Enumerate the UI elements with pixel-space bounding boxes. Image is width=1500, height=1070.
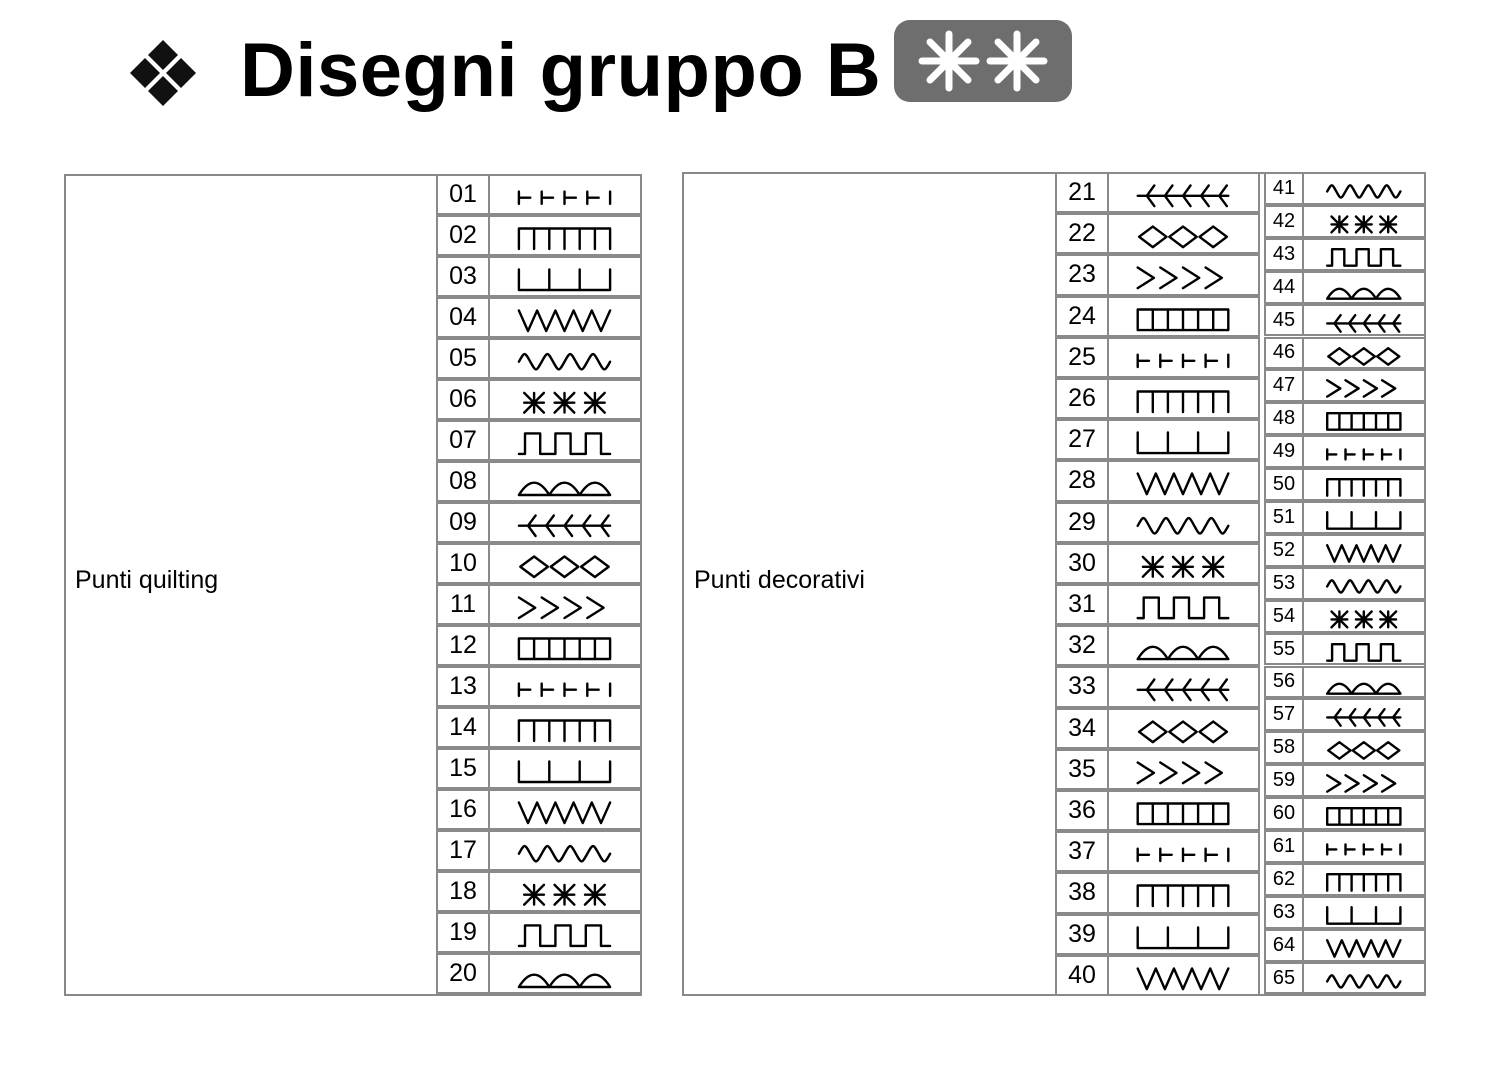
stitch-row-06 <box>436 379 642 420</box>
stitch-pattern-icon <box>1302 468 1426 501</box>
stitch-pattern-icon <box>1302 666 1426 699</box>
stitch-pattern-icon <box>488 584 642 625</box>
stitch-pattern-svg <box>1109 627 1260 668</box>
stitch-pattern-svg <box>1304 371 1426 404</box>
diamond-cluster-icon <box>128 38 198 108</box>
stitch-pattern-svg <box>1304 931 1426 964</box>
stitch-row-17 <box>436 830 642 871</box>
stitch-row-02 <box>436 215 642 256</box>
stitch-row-52 <box>1264 534 1426 567</box>
stitch-pattern-svg <box>1109 174 1260 215</box>
stitch-pattern-svg <box>1304 470 1426 503</box>
stitch-pattern-svg <box>1109 545 1260 586</box>
stitch-row-11 <box>436 584 642 625</box>
stitch-row-57 <box>1264 698 1426 731</box>
stitch-pattern-svg <box>1109 298 1260 339</box>
stitch-pattern-svg <box>1304 898 1426 931</box>
stitch-pattern-icon <box>488 748 642 789</box>
stitch-number: 19 <box>436 912 490 953</box>
stitch-number: 61 <box>1264 830 1304 863</box>
stitch-number: 13 <box>436 666 490 707</box>
stitch-pattern-svg <box>1304 437 1426 470</box>
stitch-number: 47 <box>1264 369 1304 402</box>
stitch-pattern-svg <box>1109 339 1260 380</box>
stitch-row-49 <box>1264 435 1426 468</box>
stitch-number: 05 <box>436 338 490 379</box>
stitch-pattern-svg <box>1304 733 1426 766</box>
stitch-number: 59 <box>1264 764 1304 797</box>
stitch-number: 51 <box>1264 501 1304 534</box>
stitch-pattern-svg <box>490 258 642 299</box>
stitch-pattern-icon <box>488 297 642 338</box>
stitch-pattern-svg <box>1304 799 1426 832</box>
stitch-pattern-svg <box>1304 668 1426 701</box>
stitch-pattern-icon <box>1302 271 1426 304</box>
stitch-pattern-svg <box>1109 586 1260 627</box>
stitch-row-50 <box>1264 468 1426 501</box>
stitch-pattern-icon <box>1302 369 1426 402</box>
stitch-pattern-icon <box>1107 296 1260 337</box>
stitch-pattern-svg <box>490 299 642 340</box>
stitch-pattern-svg <box>490 832 642 873</box>
stitch-row-59 <box>1264 764 1426 797</box>
stitch-pattern-svg <box>1304 865 1426 898</box>
stitch-pattern-svg <box>1304 306 1426 339</box>
stitch-number: 20 <box>436 953 490 994</box>
stitch-row-20 <box>436 953 642 994</box>
stitch-pattern-icon <box>1107 213 1260 254</box>
stitch-pattern-icon <box>488 461 642 502</box>
two-asterisks-icon <box>916 28 1050 94</box>
stitch-pattern-icon <box>488 502 642 543</box>
stitch-row-34 <box>1055 708 1260 749</box>
stitch-row-25 <box>1055 337 1260 378</box>
stitch-row-31 <box>1055 584 1260 625</box>
stitch-number: 50 <box>1264 468 1304 501</box>
stitch-pattern-svg <box>1109 462 1260 503</box>
stitch-pattern-icon <box>1107 749 1260 790</box>
stitch-number: 07 <box>436 420 490 461</box>
stitch-pattern-svg <box>1304 832 1426 865</box>
stitch-row-60 <box>1264 797 1426 830</box>
stitch-pattern-icon <box>1302 402 1426 435</box>
stitch-row-29 <box>1055 502 1260 543</box>
stitch-number: 55 <box>1264 633 1304 666</box>
stitch-pattern-icon <box>1302 567 1426 600</box>
stitch-row-12 <box>436 625 642 666</box>
stitch-number: 09 <box>436 502 490 543</box>
stitch-row-35 <box>1055 749 1260 790</box>
stitch-number: 31 <box>1055 584 1109 625</box>
stitch-pattern-icon <box>1302 698 1426 731</box>
stitch-pattern-svg <box>490 340 642 381</box>
stitch-number: 25 <box>1055 337 1109 378</box>
stitch-pattern-icon <box>488 666 642 707</box>
stitch-pattern-svg <box>490 586 642 627</box>
stitch-pattern-icon <box>1302 600 1426 633</box>
stitch-number: 06 <box>436 379 490 420</box>
stitch-pattern-icon <box>1107 872 1260 913</box>
stitch-number: 02 <box>436 215 490 256</box>
stitch-pattern-icon <box>1302 304 1426 337</box>
stitch-pattern-svg <box>1109 215 1260 256</box>
stitch-row-54 <box>1264 600 1426 633</box>
stitch-number: 14 <box>436 707 490 748</box>
stitch-row-47 <box>1264 369 1426 402</box>
stitch-pattern-svg <box>490 873 642 914</box>
stitch-number: 64 <box>1264 929 1304 962</box>
stitch-number: 12 <box>436 625 490 666</box>
stitch-row-04 <box>436 297 642 338</box>
stitch-pattern-icon <box>488 174 642 215</box>
stitch-row-18 <box>436 871 642 912</box>
stitch-number: 40 <box>1055 955 1109 996</box>
stitch-row-58 <box>1264 731 1426 764</box>
stitch-pattern-svg <box>1304 503 1426 536</box>
stitch-pattern-svg <box>1109 668 1260 709</box>
stitch-pattern-icon <box>488 912 642 953</box>
stitch-number: 03 <box>436 256 490 297</box>
stitch-pattern-icon <box>488 830 642 871</box>
stitch-row-36 <box>1055 790 1260 831</box>
stitch-pattern-svg <box>1304 339 1426 372</box>
stitch-pattern-icon <box>1302 205 1426 238</box>
stitch-pattern-icon <box>488 543 642 584</box>
stitch-pattern-svg <box>1304 174 1426 207</box>
stitch-pattern-svg <box>1304 602 1426 635</box>
stitch-row-09 <box>436 502 642 543</box>
stitch-number: 28 <box>1055 460 1109 501</box>
stitch-number: 26 <box>1055 378 1109 419</box>
stitch-row-65 <box>1264 962 1426 995</box>
stitch-pattern-icon <box>1107 831 1260 872</box>
stitch-number: 04 <box>436 297 490 338</box>
stitch-pattern-svg <box>490 791 642 832</box>
stitch-number: 62 <box>1264 863 1304 896</box>
stitch-row-46 <box>1264 337 1426 370</box>
stitch-row-19 <box>436 912 642 953</box>
stitch-pattern-svg <box>1304 569 1426 602</box>
stitch-pattern-icon <box>1107 666 1260 707</box>
page-title: Disegni gruppo B <box>240 28 882 113</box>
stitch-pattern-svg <box>1109 957 1260 998</box>
stitch-pattern-svg <box>490 217 642 258</box>
stitch-pattern-svg <box>1304 766 1426 799</box>
stitch-pattern-icon <box>1107 584 1260 625</box>
stitch-row-53 <box>1264 567 1426 600</box>
stitch-row-15 <box>436 748 642 789</box>
stitch-number: 56 <box>1264 666 1304 699</box>
stitch-row-01 <box>436 174 642 215</box>
stitch-pattern-svg <box>490 914 642 955</box>
stitch-number: 54 <box>1264 600 1304 633</box>
stitch-row-10 <box>436 543 642 584</box>
stitch-row-48 <box>1264 402 1426 435</box>
stitch-pattern-svg <box>490 504 642 545</box>
stitch-pattern-svg <box>1109 833 1260 874</box>
stitch-pattern-svg <box>490 176 642 217</box>
stitch-pattern-svg <box>1304 207 1426 240</box>
stitch-row-38 <box>1055 872 1260 913</box>
stitch-row-45 <box>1264 304 1426 337</box>
stitch-number: 33 <box>1055 666 1109 707</box>
stitch-pattern-svg <box>490 627 642 668</box>
stitch-number: 27 <box>1055 419 1109 460</box>
stitch-number: 48 <box>1264 402 1304 435</box>
stitch-number: 44 <box>1264 271 1304 304</box>
stitch-pattern-svg <box>1109 504 1260 545</box>
stitch-row-40 <box>1055 955 1260 996</box>
stitch-row-42 <box>1264 205 1426 238</box>
stitch-pattern-icon <box>488 215 642 256</box>
stitch-row-24 <box>1055 296 1260 337</box>
stitch-row-41 <box>1264 172 1426 205</box>
stitch-pattern-svg <box>490 955 642 996</box>
stitch-pattern-svg <box>1109 421 1260 462</box>
stitch-pattern-svg <box>490 422 642 463</box>
stitch-number: 60 <box>1264 797 1304 830</box>
stitch-number: 16 <box>436 789 490 830</box>
stitch-row-05 <box>436 338 642 379</box>
stitch-pattern-svg <box>490 381 642 422</box>
stitch-pattern-icon <box>1302 797 1426 830</box>
stitch-pattern-svg <box>1109 751 1260 792</box>
stitch-pattern-icon <box>1302 534 1426 567</box>
stitch-row-37 <box>1055 831 1260 872</box>
stitch-pattern-icon <box>1107 254 1260 295</box>
stitch-row-22 <box>1055 213 1260 254</box>
stitch-row-08 <box>436 461 642 502</box>
stitch-pattern-svg <box>490 750 642 791</box>
stitch-number: 32 <box>1055 625 1109 666</box>
stitch-number: 34 <box>1055 708 1109 749</box>
quilting-label: Punti quilting <box>75 566 219 594</box>
stitch-row-63 <box>1264 896 1426 929</box>
stitch-pattern-icon <box>1107 172 1260 213</box>
stitch-row-26 <box>1055 378 1260 419</box>
stitch-row-14 <box>436 707 642 748</box>
stitch-pattern-icon <box>1107 543 1260 584</box>
stitch-pattern-icon <box>1302 863 1426 896</box>
stitch-number: 57 <box>1264 698 1304 731</box>
decorative-label: Punti decorativi <box>694 566 865 594</box>
stitch-row-51 <box>1264 501 1426 534</box>
stitch-pattern-svg <box>490 709 642 750</box>
stitch-pattern-icon <box>1107 790 1260 831</box>
stitch-number: 24 <box>1055 296 1109 337</box>
stitch-number: 65 <box>1264 962 1304 995</box>
stitch-number: 10 <box>436 543 490 584</box>
stitch-row-33 <box>1055 666 1260 707</box>
stitch-row-61 <box>1264 830 1426 863</box>
stitch-number: 52 <box>1264 534 1304 567</box>
stitch-pattern-svg <box>1304 635 1426 668</box>
stitch-number: 46 <box>1264 337 1304 370</box>
stitch-number: 41 <box>1264 172 1304 205</box>
stitch-pattern-svg <box>1109 916 1260 957</box>
stitch-pattern-icon <box>488 789 642 830</box>
stitch-row-43 <box>1264 238 1426 271</box>
stitch-row-56 <box>1264 666 1426 699</box>
stitch-pattern-svg <box>1109 256 1260 297</box>
stitch-pattern-icon <box>1302 633 1426 666</box>
stitch-number: 43 <box>1264 238 1304 271</box>
stitch-number: 30 <box>1055 543 1109 584</box>
stitch-row-39 <box>1055 914 1260 955</box>
stitch-pattern-icon <box>1302 731 1426 764</box>
stitch-pattern-svg <box>1109 380 1260 421</box>
stitch-pattern-icon <box>1302 435 1426 468</box>
stitch-pattern-icon <box>488 420 642 461</box>
stitch-pattern-icon <box>1302 896 1426 929</box>
stitch-pattern-svg <box>490 668 642 709</box>
stitch-row-44 <box>1264 271 1426 304</box>
stitch-pattern-icon <box>1302 962 1426 995</box>
stitch-number: 38 <box>1055 872 1109 913</box>
stitch-number: 63 <box>1264 896 1304 929</box>
stitch-pattern-icon <box>488 379 642 420</box>
stitch-number: 45 <box>1264 304 1304 337</box>
stitch-pattern-svg <box>490 545 642 586</box>
stitch-pattern-svg <box>1304 536 1426 569</box>
stitch-number: 23 <box>1055 254 1109 295</box>
stitch-pattern-icon <box>1302 830 1426 863</box>
stitch-pattern-icon <box>1107 337 1260 378</box>
stitch-row-13 <box>436 666 642 707</box>
stitch-row-55 <box>1264 633 1426 666</box>
stitch-pattern-icon <box>488 338 642 379</box>
stitch-pattern-icon <box>1302 929 1426 962</box>
stitch-row-23 <box>1055 254 1260 295</box>
stitch-pattern-icon <box>1107 502 1260 543</box>
stitch-pattern-icon <box>488 256 642 297</box>
stitch-pattern-svg <box>1304 964 1426 997</box>
stitch-number: 08 <box>436 461 490 502</box>
stitch-pattern-icon <box>1302 337 1426 370</box>
stitch-number: 29 <box>1055 502 1109 543</box>
stitch-pattern-icon <box>1107 378 1260 419</box>
stitch-pattern-icon <box>1107 625 1260 666</box>
stitch-number: 49 <box>1264 435 1304 468</box>
stitch-row-07 <box>436 420 642 461</box>
stitch-row-30 <box>1055 543 1260 584</box>
stitch-row-28 <box>1055 460 1260 501</box>
stitch-pattern-icon <box>1107 419 1260 460</box>
stitch-row-21 <box>1055 172 1260 213</box>
stitch-pattern-icon <box>488 707 642 748</box>
stitch-number: 36 <box>1055 790 1109 831</box>
stitch-pattern-svg <box>1109 710 1260 751</box>
stitch-number: 58 <box>1264 731 1304 764</box>
stitch-number: 17 <box>436 830 490 871</box>
stitch-pattern-svg <box>1304 273 1426 306</box>
stitch-pattern-icon <box>488 871 642 912</box>
stitch-number: 35 <box>1055 749 1109 790</box>
difficulty-badge <box>894 20 1072 102</box>
stitch-pattern-svg <box>1109 792 1260 833</box>
stitch-pattern-icon <box>1302 172 1426 205</box>
stitch-number: 42 <box>1264 205 1304 238</box>
stitch-row-64 <box>1264 929 1426 962</box>
stitch-pattern-icon <box>1302 764 1426 797</box>
stitch-number: 39 <box>1055 914 1109 955</box>
stitch-pattern-icon <box>1302 238 1426 271</box>
stitch-number: 21 <box>1055 172 1109 213</box>
stitch-pattern-icon <box>488 625 642 666</box>
stitch-pattern-icon <box>1107 708 1260 749</box>
stitch-pattern-icon <box>1302 501 1426 534</box>
stitch-pattern-icon <box>1107 955 1260 996</box>
stitch-pattern-icon <box>1107 460 1260 501</box>
stitch-pattern-svg <box>1109 874 1260 915</box>
stitch-number: 22 <box>1055 213 1109 254</box>
stitch-pattern-icon <box>1107 914 1260 955</box>
stitch-number: 11 <box>436 584 490 625</box>
stitch-row-27 <box>1055 419 1260 460</box>
stitch-pattern-svg <box>1304 240 1426 273</box>
stitch-pattern-svg <box>490 463 642 504</box>
stitch-pattern-icon <box>488 953 642 994</box>
stitch-row-32 <box>1055 625 1260 666</box>
stitch-pattern-svg <box>1304 404 1426 437</box>
stitch-number: 15 <box>436 748 490 789</box>
stitch-row-16 <box>436 789 642 830</box>
stitch-pattern-svg <box>1304 700 1426 733</box>
stitch-row-62 <box>1264 863 1426 896</box>
stitch-number: 01 <box>436 174 490 215</box>
stitch-number: 37 <box>1055 831 1109 872</box>
stitch-row-03 <box>436 256 642 297</box>
stitch-number: 18 <box>436 871 490 912</box>
stitch-number: 53 <box>1264 567 1304 600</box>
